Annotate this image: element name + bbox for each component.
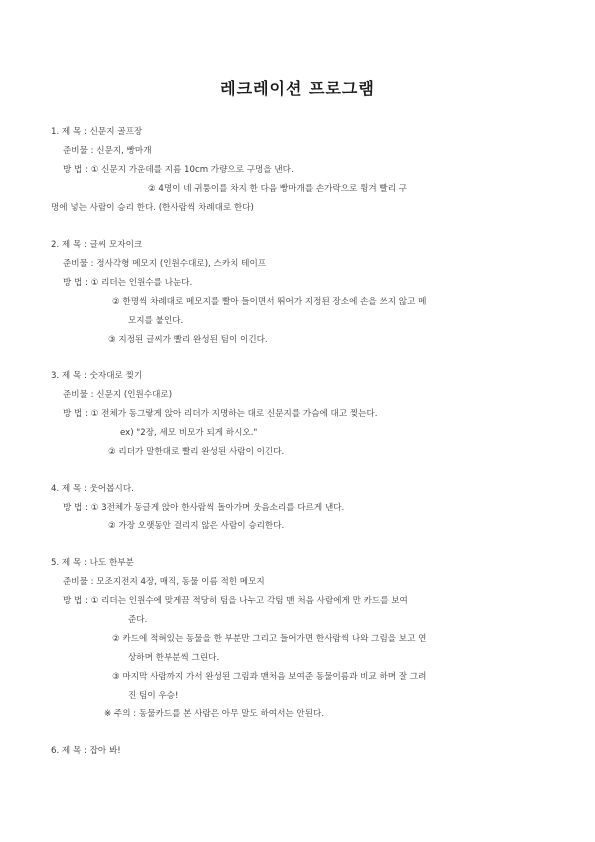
program-method-line: 방 법 : ① 리더는 인원수에 맞게끔 적당히 팀을 나누고 각팀 맨 처음 사람에게 만 카드를 보여: [63, 596, 408, 606]
program-method-line: ③ 지정된 글씨가 빨리 완성된 팀이 이긴다.: [108, 335, 268, 345]
program-method-line: 진 팀이 우승!: [128, 691, 179, 701]
program-method-line: 준다.: [128, 615, 148, 625]
program-heading: 1. 제 목 : 신문지 골프장: [51, 127, 143, 137]
program-method-line: ② 한명씩 차례대로 메모지를 빨아 들이면서 뛰어가 지정된 장소에 손을 쓰지 않고 메: [112, 297, 427, 307]
program-method-line: ② 4명이 네 귀퉁이를 차지 한 다음 빵마개를 손가락으로 튕겨 빨리 구: [148, 184, 408, 194]
program-method-line: 상하며 한부분씩 그린다.: [128, 653, 220, 663]
program-materials: 준비물 : 신문지 (인원수대로): [63, 390, 173, 400]
page-title: 레크레이션 프로그램: [220, 79, 375, 98]
program-method-line: 방 법 : ① 전체가 동그랗게 앉아 리더가 지명하는 대로 신문지를 가슴에 대고 찢는다.: [63, 409, 378, 419]
program-heading: 3. 제 목 : 숫자대로 찢기: [51, 371, 143, 381]
program-method-line: ex) "2장, 세모 비모가 되게 하시오.": [120, 428, 258, 438]
program-caution-note: ※ 주의 : 동물카드를 본 사람은 아무 말도 하여서는 안된다.: [104, 709, 325, 719]
program-materials: 준비물 : 모조지전지 4장, 매직, 동물 이름 적힌 메모지: [63, 577, 265, 587]
program-materials: 준비물 : 신문지, 빵마개: [63, 146, 152, 156]
program-method-line: 멍에 넣는 사람이 승리 한다. (한사람씩 차례대로 한다): [51, 203, 254, 213]
program-method-line: ② 가장 오랫동안 걸리지 않은 사람이 승리한다.: [108, 521, 285, 531]
program-method-line: ③ 마지막 사람까지 가서 완성된 그림과 맨처음 보여준 동물이름과 비교 하며 잘 그려: [112, 672, 427, 682]
program-method-line: 방 법 : ① 신문지 가운데를 지름 10cm 가량으로 구멍을 낸다.: [63, 165, 294, 175]
program-method-line: ② 카드에 적혀있는 동물을 한 부분만 그리고 들어가면 한사람씩 나와 그림을 보고 연: [112, 634, 427, 644]
program-method-line: 모지를 붙인다.: [128, 316, 184, 326]
program-heading: 5. 제 목 : 나도 한부분: [51, 558, 134, 568]
program-heading: 2. 제 목 : 글씨 모자이크: [51, 240, 143, 250]
program-method-line: 방 법 : ① 리더는 인원수를 나눈다.: [63, 278, 193, 288]
program-heading: 6. 제 목 : 잡아 봐!: [51, 746, 121, 756]
program-materials: 준비물 : 정사각형 메모지 (인원수대로), 스카치 테이프: [63, 259, 267, 269]
program-heading: 4. 제 목 : 웃어봅시다.: [51, 484, 134, 494]
program-method-line: ② 리더가 말한대로 빨리 완성된 사람이 이긴다.: [108, 447, 285, 457]
program-method-line: 방 법 : ① 3전체가 동글게 앉아 한사람씩 돌아가며 웃음소리를 다르게 낸다.: [63, 503, 345, 513]
